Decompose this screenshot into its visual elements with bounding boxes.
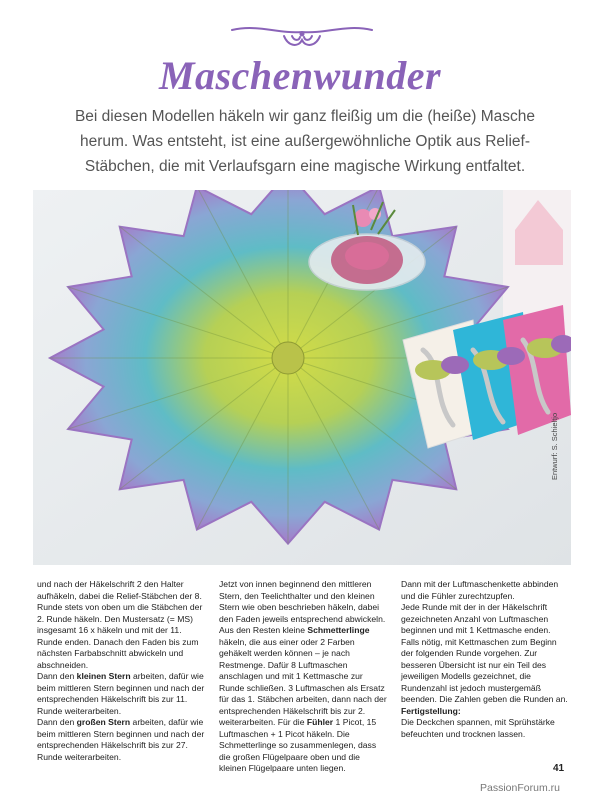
- paragraph: Die Deckchen spannen, mit Sprühstärke befeuchten und trocknen lassen.: [401, 717, 555, 739]
- body-text-columns: [37, 579, 571, 775]
- intro-text: Bei diesen Modellen häkeln wir ganz fleißig um die (heiße) Masche herum. Was entsteht, ist eine außergewöhnliche Optik aus Relief-Stäbchen, die mit Verlaufsgarn eine magische Wirkung entfaltet.: [74, 108, 536, 175]
- watermark: PassionForum.ru: [480, 782, 560, 794]
- paragraph-heading: Fertigstellung:: [401, 705, 461, 716]
- photo-credit: Entwurf: S. Schieltjo: [550, 412, 559, 480]
- page-number: 41: [553, 763, 565, 774]
- flourish-ornament-icon: [228, 22, 376, 50]
- paragraph: Aus den Resten kleine Schmetterlinge häkeln, die aus einer oder 2 Farben gehäkelt werden können – je nach Restmenge. Dafür 8 Luftmaschen anschlagen und mit 1 Kettmasche zur Runde schließen. 3 Luftmaschen als Ersatz für das 1. Stäbchen arbeiten, dann nach der entsprechenden Häkelschrift bis zur 2. weiterarbeiten. Für die Fühler 1 Picot, 15 Luftmaschen + 1 Picot häkeln. Die Schmetterlinge so zusammenlegen, dass die großen Flügelpaare oben und die kleinen Flügelpaare unten liegen.: [219, 625, 387, 773]
- text-column-1: [37, 579, 207, 775]
- doily-illustration: [33, 190, 571, 565]
- paragraph: Dann den kleinen Stern arbeiten, dafür wie beim mittleren Stern beginnen und nach der entsprechenden Häkelschrift bis zur 11. Runde weiterarbeiten.: [37, 671, 205, 716]
- paragraph: Jede Runde mit der in der Häkelschrift gezeichneten Anzahl von Luftmaschen beginnen und mit 1 Kettmasche enden. Falls nötig, mit Kettmaschen zum Beginn der folgenden Runde vorgehen. Zur besseren Übersicht ist nur ein Teil des jeweiligen Modells gezeichnet, die Rundenzahl ist jedoch mustergemäß beenden. Die Zahlen geben die Runden an.: [401, 602, 568, 704]
- paragraph: Jetzt von innen beginnend den mittleren Stern, den Teelichthalter und den kleinen Stern wie oben beschrieben häkeln, dabei den Faden jeweils entsprechend abwickeln.: [219, 579, 386, 624]
- page-title: Maschenwunder: [158, 53, 442, 98]
- paragraph: Dann den großen Stern arbeiten, dafür wie beim mittleren Stern beginnen und nach der entsprechenden Häkelschrift bis zur 27. Runde weiterarbeiten.: [37, 717, 205, 762]
- text-column-3: [401, 579, 571, 775]
- photo-crochet-doily: [33, 190, 571, 565]
- paragraph: und nach der Häkelschrift 2 den Halter aufhäkeln, dabei die Relief-Stäbchen der 8. Runde stets von oben um die Stäbchen der 2. Runde häkeln. Den Mustersatz (= MS) insgesamt 16 x häkeln und mit der 11. Runde enden. Danach den Faden bis zum nächsten Farbabschnitt abwickeln und abschneiden.: [37, 579, 203, 670]
- text-column-2: [219, 579, 389, 775]
- paragraph: Dann mit der Luftmaschenkette abbinden und die Fühler zurechtzupfen.: [401, 579, 559, 601]
